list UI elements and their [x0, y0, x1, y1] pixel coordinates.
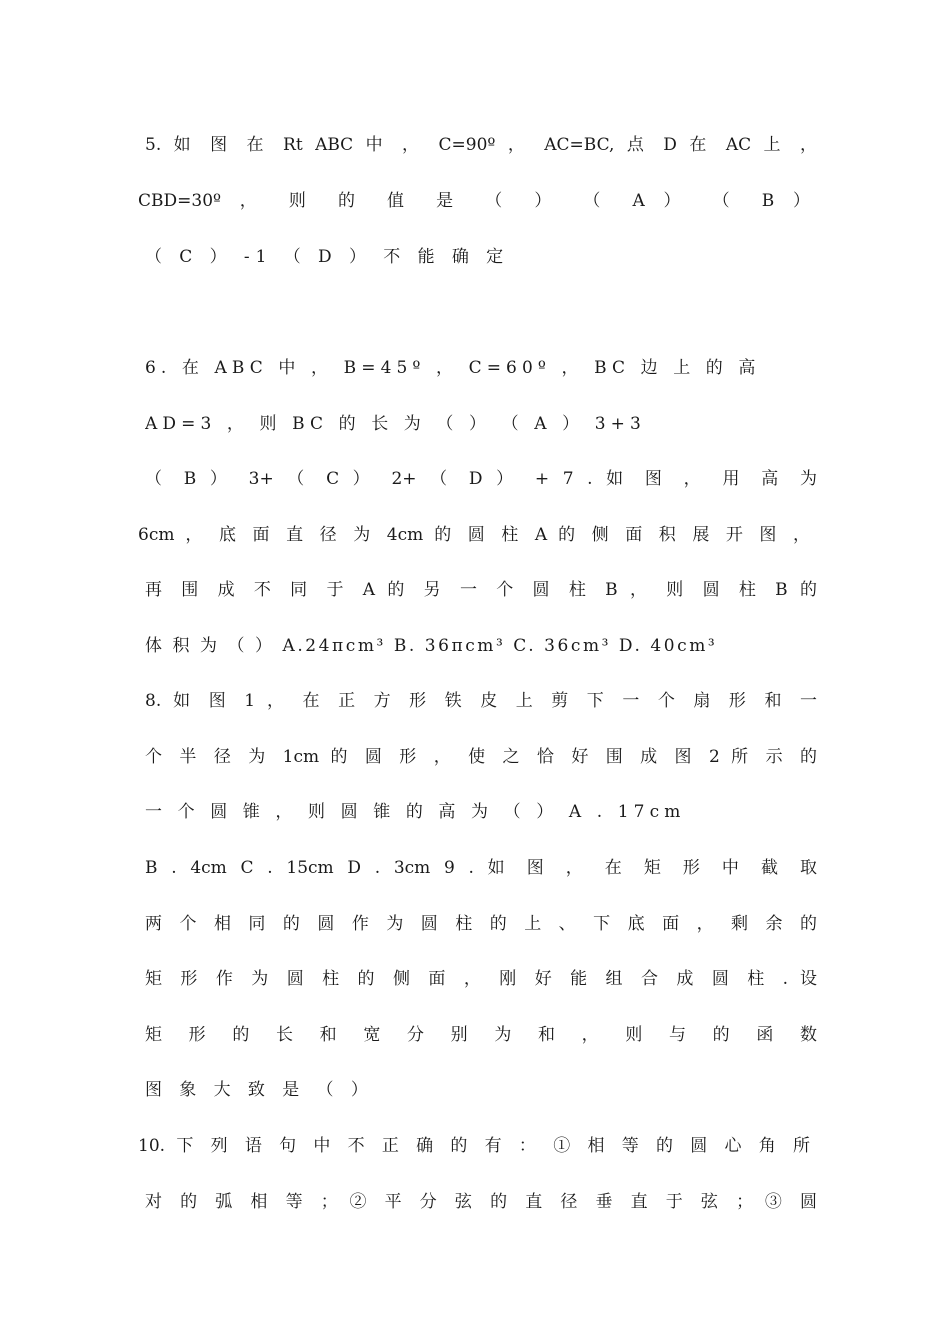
text-line: （ B ） 3+ （ C ） 2+ （ D ） + 7 . 如 图 ， 用 高 为: [145, 469, 817, 489]
text-line: 5. 如 图 在 Rt ABC 中 ， C=90º ， AC=BC, 点 D 在 AC 上 ，: [145, 135, 817, 155]
text-line: 再 围 成 不 同 于 A 的 另 一 个 圆 柱 B ， 则 圆 柱 B 的: [145, 580, 817, 600]
text-line: 矩 形 的 长 和 宽 分 别 为 和 ， 则 与 的 函 数: [145, 1025, 817, 1045]
text-line: 体 积 为 （ ） A.24πcm³ B. 36πcm³ C. 36cm³ D. 40cm³: [145, 636, 718, 656]
text-line: 两 个 相 同 的 圆 作 为 圆 柱 的 上 、 下 底 面 ， 剩 余 的: [145, 914, 817, 934]
text-line: AD=3 ， 则 BC 的 长 为 （ ） （ A ） 3+3: [145, 414, 646, 434]
text-line: 图 象 大 致 是 （ ）: [145, 1080, 374, 1100]
text-line: 一 个 圆 锥 ， 则 圆 锥 的 高 为 （ ） A . 17cm: [145, 802, 686, 822]
text-line: 6. 在 ABC 中 ， B=45º ， C=60º ， BC 边 上 的 高: [145, 358, 761, 378]
text-line: 6cm ， 底 面 直 径 为 4cm 的 圆 柱 A 的 侧 面 积 展 开 图 ，: [138, 525, 810, 545]
text-line: 矩 形 作 为 圆 柱 的 侧 面 ， 刚 好 能 组 合 成 圆 柱 . 设: [145, 969, 817, 989]
text-line: 个 半 径 为 1cm 的 圆 形 ， 使 之 恰 好 围 成 图 2 所 示 的: [145, 747, 817, 767]
text-line: B . 4cm C . 15cm D . 3cm 9 . 如 图 ， 在 矩 形 中 截 取: [145, 858, 817, 878]
text-line: CBD=30º ， 则 的 值 是 （ ） （ A ） （ B ）: [138, 191, 810, 211]
text-line: 对 的 弧 相 等 ； ② 平 分 弦 的 直 径 垂 直 于 弦 ； ③ 圆: [145, 1192, 817, 1212]
text-line: （ C ） -1 （ D ） 不 能 确 定: [145, 247, 510, 267]
text-line: 10. 下 列 语 句 中 不 正 确 的 有 ： ① 相 等 的 圆 心 角 所: [138, 1136, 810, 1156]
text-line: 8. 如 图 1 ， 在 正 方 形 铁 皮 上 剪 下 一 个 扇 形 和 一: [145, 691, 817, 711]
